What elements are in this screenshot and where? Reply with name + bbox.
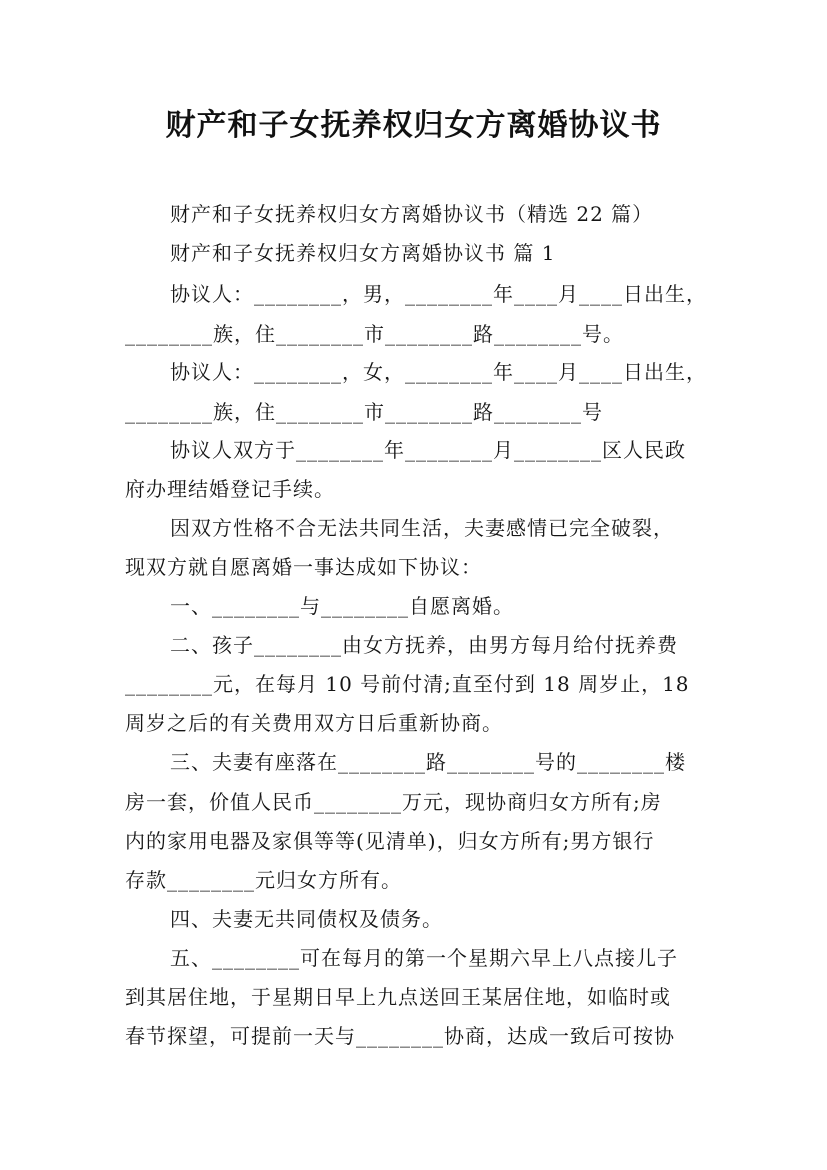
doc-line: 三、夫妻有座落在________路________号的________楼 (170, 750, 686, 774)
doc-section-heading: 财产和子女抚养权归女方离婚协议书 篇 1 (170, 241, 556, 265)
doc-line: ________族，住________市________路________号。 (125, 322, 624, 346)
doc-line: 协议人：________，男，________年____月____日出生， (170, 282, 707, 306)
doc-line: 周岁之后的有关费用双方日后重新协商。 (125, 711, 503, 735)
doc-line: 五、________可在每月的第一个星期六早上八点接儿子 (170, 946, 678, 970)
doc-line: 因双方性格不合无法共同生活，夫妻感情已完全破裂， (170, 516, 674, 540)
doc-line: 府办理结婚登记手续。 (125, 477, 335, 501)
doc-subtitle: 财产和子女抚养权归女方离婚协议书（精选 22 篇） (170, 202, 654, 226)
doc-line: 现双方就自愿离婚一事达成如下协议： (125, 555, 482, 579)
document-title: 财产和子女抚养权归女方离婚协议书 (165, 108, 662, 143)
doc-line: 四、夫妻无共同债权及债务。 (170, 907, 443, 931)
doc-line: 内的家用电器及家俱等等(见清单)，归女方所有;男方银行 (125, 829, 655, 853)
doc-line: 一、________与________自愿离婚。 (170, 594, 514, 618)
doc-line: ________元，在每月 10 号前付清;直至付到 18 周岁止，18 (125, 672, 690, 696)
doc-line: ________族，住________市________路________号 (125, 400, 603, 424)
doc-line: 二、孩子________由女方抚养，由男方每月给付抚养费 (170, 633, 678, 657)
doc-line: 到其居住地，于星期日早上九点送回王某居住地，如临时或 (125, 985, 671, 1009)
doc-line: 协议人双方于________年________月________区人民政 (170, 438, 686, 462)
doc-line: 存款________元归女方所有。 (125, 868, 402, 892)
doc-line: 房一套，价值人民币________万元，现协商归女方所有;房 (125, 790, 662, 814)
doc-line: 春节探望，可提前一天与________协商，达成一致后可按协 (125, 1024, 675, 1048)
doc-line: 协议人：________，女，________年____月____日出生， (170, 360, 707, 384)
